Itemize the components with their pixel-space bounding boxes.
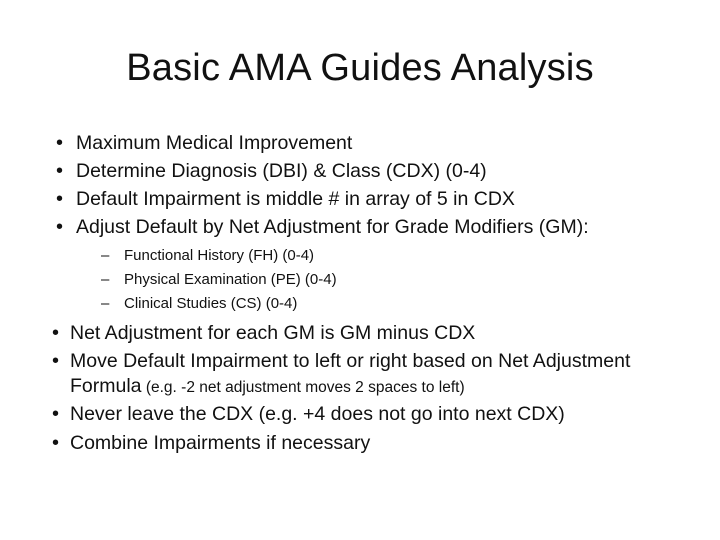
bullet-marker: • <box>56 160 64 182</box>
bullet-text: Combine Impairments if necessary <box>70 432 371 454</box>
bullet-continuation-text <box>70 374 465 400</box>
bullet-text: Never leave the CDX (e.g. +4 does not go into next CDX) <box>70 403 565 425</box>
dash-marker: – <box>101 295 110 312</box>
bullet-marker: • <box>56 188 64 210</box>
bullet-marker: • <box>52 403 60 425</box>
bullet-text: Net Adjustment for each GM is GM minus CDX <box>70 322 476 344</box>
bullet-marker: • <box>52 350 60 372</box>
slide-title: Basic AMA Guides Analysis <box>126 47 594 89</box>
dash-marker: – <box>101 247 110 264</box>
bullet-marker: • <box>52 322 60 344</box>
bullet-marker: • <box>56 132 64 154</box>
bullet-marker: • <box>56 216 64 238</box>
subbullet-text: Physical Examination (PE) (0-4) <box>124 271 337 288</box>
formula-example: (e.g. -2 net adjustment moves 2 spaces to left) <box>141 379 465 396</box>
dash-marker: – <box>101 271 110 288</box>
subbullet-text: Clinical Studies (CS) (0-4) <box>124 295 298 312</box>
bullet-text: Default Impairment is middle # in array of 5 in CDX <box>76 188 515 210</box>
bullet-text: Move Default Impairment to left or right based on Net Adjustment <box>70 350 631 372</box>
formula-word: Formula <box>70 375 142 397</box>
bullet-text: Adjust Default by Net Adjustment for Grade Modifiers (GM): <box>76 216 589 238</box>
bullet-marker: • <box>52 432 60 454</box>
bullet-text: Maximum Medical Improvement <box>76 132 353 154</box>
bullet-text: Determine Diagnosis (DBI) & Class (CDX) (0-4) <box>76 160 487 182</box>
subbullet-text: Functional History (FH) (0-4) <box>124 247 315 264</box>
